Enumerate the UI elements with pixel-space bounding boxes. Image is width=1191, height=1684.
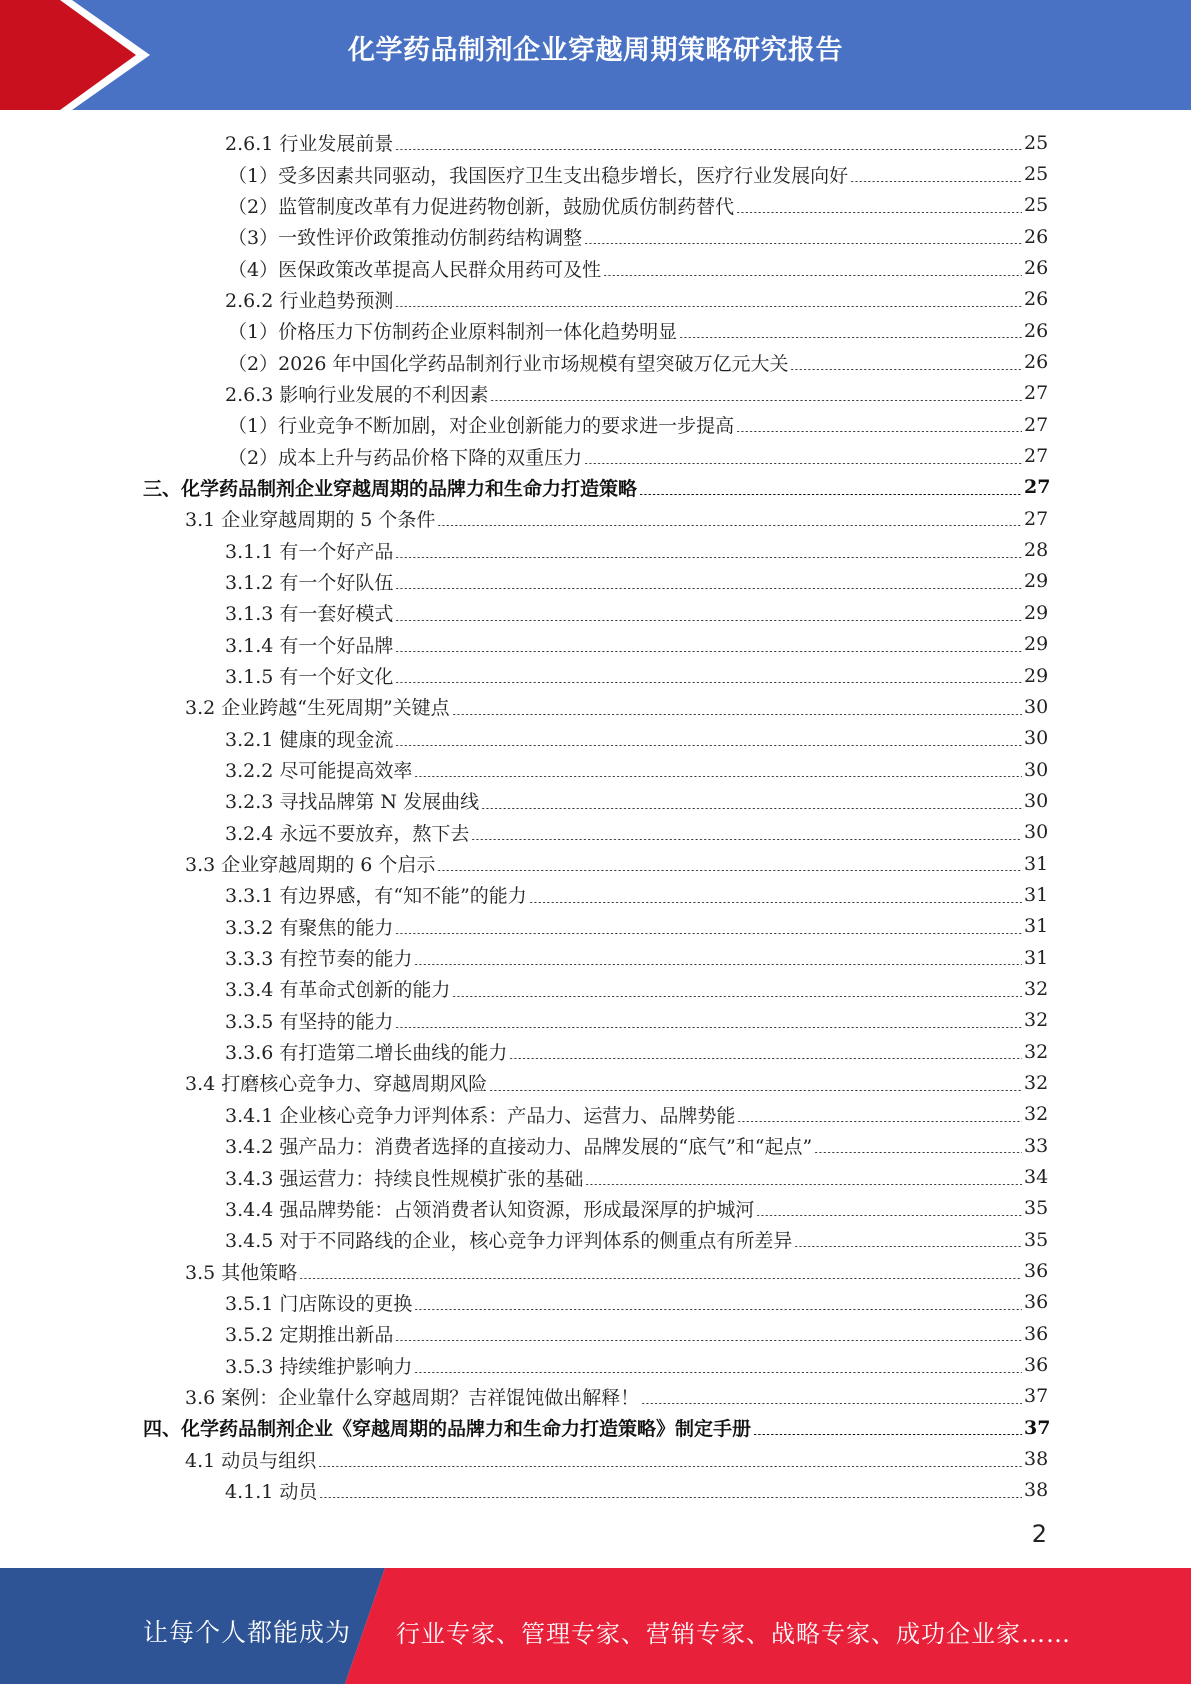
toc-entry[interactable] xyxy=(0,1475,1048,1506)
toc-entry-page: 35 xyxy=(1024,1197,1049,1220)
toc-entry-page: 27 xyxy=(1024,507,1049,530)
toc-entry[interactable] xyxy=(0,1412,1051,1443)
dot-leader xyxy=(481,808,1022,809)
toc-entry-title: 3.4 打磨核心竞争力、穿越周期风险 xyxy=(185,1073,488,1096)
toc-entry-page: 26 xyxy=(1024,225,1049,248)
toc-entry-title: 3.1.1 有一个好产品 xyxy=(225,540,394,563)
dot-leader xyxy=(452,714,1022,715)
toc-entry-title: 3.1.2 有一个好队伍 xyxy=(225,571,394,594)
toc-entry-page: 25 xyxy=(1024,194,1049,217)
dot-leader xyxy=(737,1121,1022,1122)
toc-entry[interactable] xyxy=(0,1161,1048,1192)
dot-leader xyxy=(395,306,1022,307)
toc-entry-page: 30 xyxy=(1024,789,1049,812)
table-of-contents xyxy=(0,127,1191,1506)
dot-leader xyxy=(395,620,1022,621)
toc-entry-title: 3.3.5 有坚持的能力 xyxy=(225,1010,394,1033)
toc-entry[interactable] xyxy=(0,1381,1048,1412)
dot-leader xyxy=(319,1497,1022,1498)
dot-leader xyxy=(395,1027,1022,1028)
toc-entry-page: 38 xyxy=(1024,1448,1049,1471)
toc-entry-title: 3.5 其他策略 xyxy=(185,1261,298,1284)
toc-entry-page: 33 xyxy=(1024,1134,1049,1157)
toc-entry-title: 3.2.1 健康的现金流 xyxy=(225,728,394,751)
toc-entry-title: 3.3.4 有革命式创新的能力 xyxy=(225,979,451,1002)
toc-entry-title: 3.1.5 有一个好文化 xyxy=(225,666,394,689)
toc-entry-title: 3.3.1 有边界感，有“知不能”的能力 xyxy=(225,885,527,908)
toc-entry-title: （1）价格压力下仿制药企业原料制剂一体化趋势明显 xyxy=(228,321,678,344)
toc-entry-title: 三、化学药品制剂企业穿越周期的品牌力和生命力打造策略 xyxy=(143,477,638,500)
toc-entry[interactable] xyxy=(0,848,1048,879)
toc-entry[interactable] xyxy=(0,1099,1048,1130)
toc-entry-title: （2）2026 年中国化学药品制剂行业市场规模有望突破万亿元大关 xyxy=(228,352,789,375)
toc-entry[interactable] xyxy=(0,1318,1048,1349)
dot-leader xyxy=(584,463,1022,464)
report-title: 化学药品制剂企业穿越周期策略研究报告 xyxy=(348,35,843,66)
toc-entry-page: 26 xyxy=(1024,257,1049,280)
toc-entry-title: 3.6 案例：企业靠什么穿越周期？吉祥馄饨做出解释！ xyxy=(185,1386,640,1409)
toc-entry-page: 37 xyxy=(1024,1385,1049,1408)
toc-entry[interactable] xyxy=(0,1036,1048,1067)
toc-entry[interactable] xyxy=(0,973,1048,1004)
toc-entry[interactable] xyxy=(0,440,1048,471)
dot-leader xyxy=(794,1246,1022,1247)
toc-entry[interactable] xyxy=(0,378,1048,409)
toc-entry[interactable] xyxy=(0,158,1048,189)
dot-leader xyxy=(529,902,1022,903)
toc-entry[interactable] xyxy=(0,1443,1048,1474)
toc-entry-page: 29 xyxy=(1024,633,1049,656)
dot-leader xyxy=(639,494,1022,495)
footer-slogan-left: 让每个人都能成为 xyxy=(143,1618,352,1647)
toc-entry[interactable] xyxy=(0,409,1048,440)
toc-entry-title: 2.6.1 行业发展前景 xyxy=(225,133,394,156)
dot-leader xyxy=(299,1278,1022,1279)
toc-entry[interactable] xyxy=(0,221,1048,252)
toc-entry-page: 32 xyxy=(1024,977,1049,1000)
dot-leader xyxy=(489,1090,1022,1091)
toc-entry[interactable] xyxy=(0,346,1048,377)
dot-leader xyxy=(395,651,1022,652)
toc-entry-page: 32 xyxy=(1024,1040,1049,1063)
toc-entry[interactable] xyxy=(0,911,1048,942)
toc-entry-title: （3）一致性评价政策推动仿制药结构调整 xyxy=(228,227,583,250)
toc-entry-title: （1）受多因素共同驱动，我国医疗卫生支出稳步增长，医疗行业发展向好 xyxy=(228,164,849,187)
toc-entry-title: 3.5.3 持续维护影响力 xyxy=(225,1355,413,1378)
toc-entry[interactable] xyxy=(0,1130,1048,1161)
toc-entry-title: （4）医保政策改革提高人民群众用药可及性 xyxy=(228,258,602,281)
dot-leader xyxy=(753,1434,1022,1435)
toc-entry-page: 27 xyxy=(1024,476,1051,499)
toc-entry-page: 29 xyxy=(1024,601,1049,624)
toc-entry-page: 30 xyxy=(1024,821,1049,844)
toc-entry-page: 36 xyxy=(1024,1322,1049,1345)
toc-entry[interactable] xyxy=(0,629,1048,660)
dot-leader xyxy=(452,996,1022,997)
toc-entry[interactable] xyxy=(0,1005,1048,1036)
toc-entry-page: 26 xyxy=(1024,288,1049,311)
toc-entry-page: 32 xyxy=(1024,1071,1049,1094)
toc-entry[interactable] xyxy=(0,315,1048,346)
toc-entry[interactable] xyxy=(0,1349,1048,1380)
toc-entry[interactable] xyxy=(0,1067,1048,1098)
toc-entry-title: 3.4.5 对于不同路线的企业，核心竞争力评判体系的侧重点有所差异 xyxy=(225,1230,793,1253)
toc-entry-page: 25 xyxy=(1024,131,1049,154)
toc-entry-title: 4.1 动员与组织 xyxy=(185,1449,317,1472)
dot-leader xyxy=(490,400,1022,401)
toc-entry-page: 36 xyxy=(1024,1354,1049,1377)
toc-entry-title: 2.6.2 行业趋势预测 xyxy=(225,289,394,312)
toc-entry-page: 30 xyxy=(1024,695,1049,718)
toc-entry[interactable] xyxy=(0,127,1048,158)
toc-entry-page: 31 xyxy=(1024,946,1049,969)
dot-leader xyxy=(736,212,1022,213)
dot-leader xyxy=(395,682,1022,683)
toc-entry-page: 30 xyxy=(1024,758,1049,781)
dot-leader xyxy=(395,588,1022,589)
toc-entry-page: 36 xyxy=(1024,1291,1049,1314)
toc-entry-title: 3.5.2 定期推出新品 xyxy=(225,1324,394,1347)
dot-leader xyxy=(395,933,1022,934)
toc-entry-page: 29 xyxy=(1024,570,1049,593)
dot-leader xyxy=(471,839,1022,840)
toc-entry-title: （2）成本上升与药品价格下降的双重压力 xyxy=(228,446,583,469)
toc-entry-page: 38 xyxy=(1024,1479,1049,1502)
toc-entry-title: （1）行业竞争不断加剧，对企业创新能力的要求进一步提高 xyxy=(228,415,735,438)
toc-entry[interactable] xyxy=(0,785,1048,816)
toc-entry-page: 31 xyxy=(1024,915,1049,938)
toc-entry[interactable] xyxy=(0,597,1048,628)
toc-entry-title: 3.2.4 永远不要放弃，熬下去 xyxy=(225,822,470,845)
toc-entry[interactable] xyxy=(0,723,1048,754)
dot-leader xyxy=(756,1215,1022,1216)
dot-leader xyxy=(437,870,1022,871)
dot-leader xyxy=(814,1152,1022,1153)
toc-entry-page: 27 xyxy=(1024,413,1049,436)
toc-entry-page: 37 xyxy=(1024,1416,1051,1439)
toc-entry[interactable] xyxy=(0,190,1048,221)
toc-entry[interactable] xyxy=(0,1224,1048,1255)
dot-leader xyxy=(584,243,1022,244)
dot-leader xyxy=(790,369,1022,370)
toc-entry-title: 4.1.1 动员 xyxy=(225,1480,318,1503)
toc-entry-title: 四、化学药品制剂企业《穿越周期的品牌力和生命力打造策略》制定手册 xyxy=(143,1418,752,1441)
toc-entry[interactable] xyxy=(0,754,1048,785)
dot-leader xyxy=(395,1340,1022,1341)
dot-leader xyxy=(414,1372,1022,1373)
toc-entry-page: 25 xyxy=(1024,163,1049,186)
toc-entry[interactable] xyxy=(0,1255,1048,1286)
dot-leader xyxy=(736,431,1022,432)
dot-leader xyxy=(395,745,1022,746)
toc-entry-page: 27 xyxy=(1024,445,1049,468)
toc-entry-page: 34 xyxy=(1024,1166,1049,1189)
toc-entry-page: 29 xyxy=(1024,664,1049,687)
page-header xyxy=(0,0,1191,110)
dot-leader xyxy=(414,1309,1022,1310)
dot-leader xyxy=(414,964,1022,965)
toc-entry-title: 3.4.4 强品牌势能：占领消费者认知资源，形成最深厚的护城河 xyxy=(225,1198,755,1221)
toc-entry-page: 31 xyxy=(1024,883,1049,906)
page-number: 2 xyxy=(1031,1520,1047,1548)
toc-entry[interactable] xyxy=(0,879,1048,910)
toc-entry-title: 3.1 企业穿越周期的 5 个条件 xyxy=(185,509,436,532)
toc-entry-page: 28 xyxy=(1024,539,1049,562)
dot-leader xyxy=(437,525,1022,526)
toc-entry-page: 35 xyxy=(1024,1228,1049,1251)
toc-entry[interactable] xyxy=(0,691,1048,722)
toc-entry-title: 3.2.2 尽可能提高效率 xyxy=(225,760,413,783)
toc-entry[interactable] xyxy=(0,1287,1048,1318)
toc-entry-page: 26 xyxy=(1024,319,1049,342)
toc-entry[interactable] xyxy=(0,284,1048,315)
toc-entry[interactable] xyxy=(0,942,1048,973)
toc-entry[interactable] xyxy=(0,817,1048,848)
toc-entry-title: 2.6.3 影响行业发展的不利因素 xyxy=(225,383,489,406)
toc-entry-title: 3.4.2 强产品力：消费者选择的直接动力、品牌发展的“底气”和“起点” xyxy=(225,1136,813,1159)
toc-entry-title: （2）监管制度改革有力促进药物创新，鼓励优质仿制药替代 xyxy=(228,195,735,218)
dot-leader xyxy=(395,557,1022,558)
toc-entry-page: 31 xyxy=(1024,852,1049,875)
toc-entry[interactable] xyxy=(0,566,1048,597)
toc-entry-title: 3.4.1 企业核心竞争力评判体系：产品力、运营力、品牌势能 xyxy=(225,1104,736,1127)
toc-entry-page: 27 xyxy=(1024,382,1049,405)
dot-leader xyxy=(395,149,1022,150)
dot-leader xyxy=(509,1058,1022,1059)
dot-leader xyxy=(414,776,1022,777)
toc-entry-title: 3.1.3 有一套好模式 xyxy=(225,603,394,626)
dot-leader xyxy=(603,275,1022,276)
toc-entry-title: 3.5.1 门店陈设的更换 xyxy=(225,1292,413,1315)
toc-entry-title: 3.2 企业跨越“生死周期”关键点 xyxy=(185,697,450,720)
toc-entry-title: 3.3 企业穿越周期的 6 个启示 xyxy=(185,854,436,877)
toc-entry-title: 3.3.6 有打造第二增长曲线的能力 xyxy=(225,1042,508,1065)
toc-entry[interactable] xyxy=(0,1193,1048,1224)
toc-entry-title: 3.1.4 有一个好品牌 xyxy=(225,634,394,657)
dot-leader xyxy=(585,1184,1022,1185)
toc-entry[interactable] xyxy=(0,252,1048,283)
toc-entry[interactable] xyxy=(0,534,1048,565)
dot-leader xyxy=(679,337,1022,338)
toc-entry-title: 3.2.3 寻找品牌第 N 发展曲线 xyxy=(225,791,480,814)
toc-entry-title: 3.4.3 强运营力：持续良性规模扩张的基础 xyxy=(225,1167,584,1190)
toc-entry-page: 32 xyxy=(1024,1009,1049,1032)
toc-entry-title: 3.3.2 有聚焦的能力 xyxy=(225,916,394,939)
dot-leader xyxy=(641,1403,1022,1404)
toc-entry[interactable] xyxy=(0,660,1048,691)
page-footer xyxy=(0,1568,1191,1684)
toc-entry-title: 3.3.3 有控节奏的能力 xyxy=(225,948,413,971)
toc-entry-page: 26 xyxy=(1024,351,1049,374)
toc-entry-page: 32 xyxy=(1024,1103,1049,1126)
toc-entry-page: 30 xyxy=(1024,727,1049,750)
toc-entry[interactable] xyxy=(0,472,1051,503)
footer-slogan-right: 行业专家、管理专家、营销专家、战略专家、成功企业家…… xyxy=(396,1620,1071,1648)
dot-leader xyxy=(318,1466,1022,1467)
toc-entry-page: 36 xyxy=(1024,1260,1049,1283)
toc-entry[interactable] xyxy=(0,503,1048,534)
dot-leader xyxy=(850,181,1022,182)
